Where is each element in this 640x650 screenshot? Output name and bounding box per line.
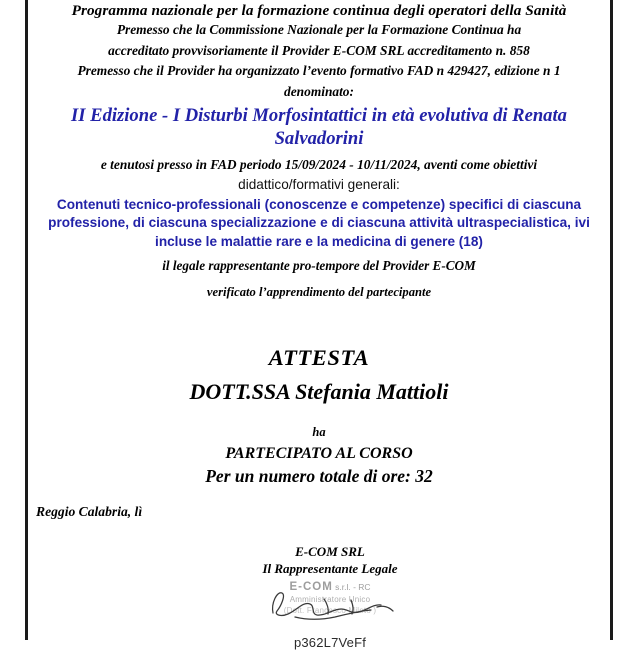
participation-block (34, 424, 604, 487)
signature-block (34, 543, 604, 650)
program-heading: Programma nazionale per la formazione continua degli operatori della Sanità (71, 2, 567, 19)
total-hours-line: Per un numero totale di ore: 32 (205, 466, 433, 486)
stamp-area (56, 581, 604, 623)
place-line: Reggio Calabria, lì (36, 504, 143, 519)
company-role: Il Rappresentante Legale (262, 561, 398, 576)
course-period-line: e tenutosi presso in FAD periodo 15/09/2024 - 10/11/2024, aventi come obiettivi (100, 156, 538, 172)
page-border-left (25, 0, 28, 640)
company-stamp (235, 581, 425, 621)
course-title: II Edizione - I Disturbi Morfosintattici in età evolutiva di Renata Salvadorini (71, 104, 567, 149)
stamp-company-name: E-COM (289, 581, 333, 593)
participant-name: DOTT.SSA Stefania Mattioli (189, 379, 449, 404)
legal-representative-line: il legale rappresentante pro-tempore del Provider E-COM (162, 258, 476, 273)
stamp-line-3: (Dott. Francesco Mileto ) (283, 606, 377, 615)
company-name: E-COM SRL (295, 544, 365, 559)
objectives-label: didattico/formativi generali: (238, 176, 400, 192)
premesso-commissione-line: Premesso che la Commissione Nazionale per la Formazione Continua ha (116, 22, 522, 37)
stamp-line-1 (235, 581, 425, 594)
page-border-right (610, 0, 613, 640)
stamp-company-suffix: s.r.l. - RC (332, 582, 371, 592)
premesso-provider-line: Premesso che il Provider ha organizzato l’evento formativo FAD n 429427, edizione n 1 (77, 63, 561, 78)
place-block (34, 503, 604, 521)
certificate-content (34, 0, 604, 650)
denominato-label: denominato: (284, 83, 354, 99)
accreditation-line: accreditato provvisoriamente il Provider E-COM SRL accreditamento n. 858 (108, 42, 530, 58)
learning-verified-line: verificato l’apprendimento del partecipante (206, 285, 432, 299)
attestation-block (34, 345, 604, 405)
participation-line: PARTECIPATO AL CORSO (225, 445, 413, 462)
stamp-line-2: Amministratore Unico (289, 595, 371, 604)
ha-word: ha (312, 425, 326, 439)
objectives-text: Contenuti tecnico-professionali (conoscenze e competenze) specifici di ciascuna professione, di ciascuna specializzazione e di ciascuna attività ultraspecialistica, ivi incluse le malattie rare e la medicina di genere (18) (48, 196, 590, 249)
attesta-heading: ATTESTA (268, 345, 370, 370)
document-code: p362L7VeFf (293, 635, 367, 650)
